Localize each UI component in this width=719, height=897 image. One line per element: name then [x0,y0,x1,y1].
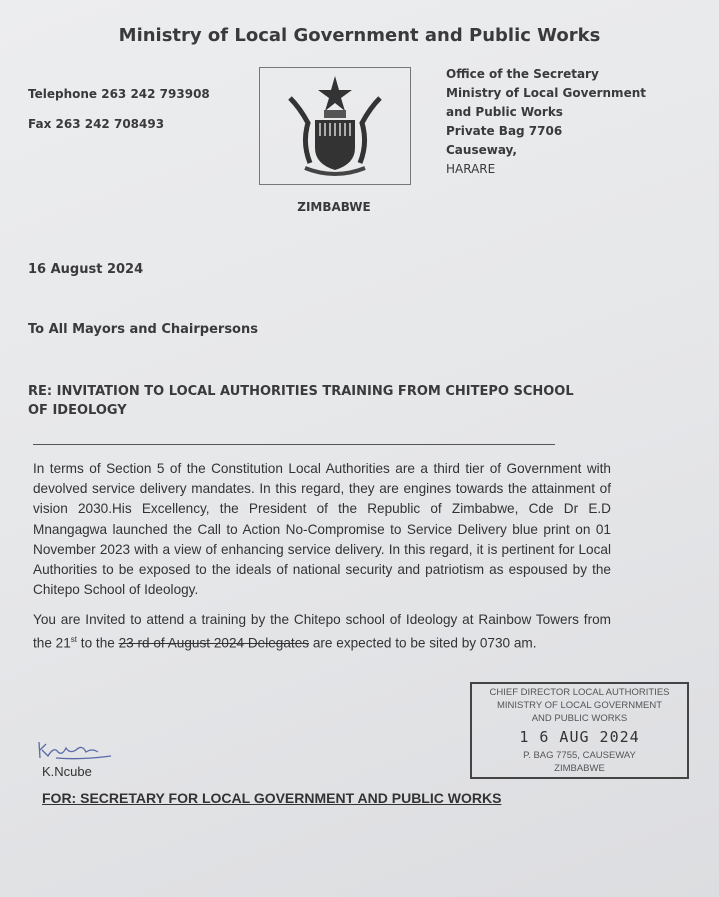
signature-icon [36,738,116,767]
divider [33,444,555,445]
subject-line: RE: INVITATION TO LOCAL AUTHORITIES TRAINING FROM CHITEPO SCHOOL [28,384,574,399]
letter-date: 16 August 2024 [28,262,144,277]
stamp-line: ZIMBABWE [554,763,605,774]
stamp-line: MINISTRY OF LOCAL GOVERNMENT [496,700,663,711]
subject [28,382,574,420]
address-line: Office of the Secretary [446,67,599,81]
stamp-date: 1 6 AUG 2024 [519,728,640,746]
address-line: HARARE [446,162,496,176]
signatory-title: FOR: SECRETARY FOR LOCAL GOVERNMENT AND PUBLIC WORKS [42,790,502,806]
stamp-line: P. BAG 7755, CAUSEWAY [523,750,636,761]
address-line: and Public Works [446,105,563,119]
text: You are Invited to attend a training by the Chitepo school of Ideology at Rainbow Towers from the 21 [33,612,611,651]
ministry-title: Ministry of Local Government and Public Works [118,25,601,46]
stamp-line: AND PUBLIC WORKS [531,713,628,724]
country-label: ZIMBABWE [297,200,371,214]
fax: Fax 263 242 708493 [28,117,165,131]
address-line: Causeway, [446,143,517,157]
recipient: To All Mayors and Chairpersons [28,322,258,337]
subject-line: OF IDEOLOGY [28,403,127,418]
paragraph-2 [33,610,611,654]
official-stamp [470,682,689,779]
stamp-line: CHIEF DIRECTOR LOCAL AUTHORITIES [489,687,670,698]
address-line: Private Bag 7706 [446,124,563,138]
text: to the [77,635,119,651]
signatory-name: K.Ncube [42,764,92,779]
coat-of-arms-icon [259,67,411,185]
struck-text: 23 rd of August 2024 Delegates [118,635,310,651]
sender-address [446,65,646,179]
telephone: Telephone 263 242 793908 [28,87,210,101]
address-line: Ministry of Local Government [446,86,646,100]
paragraph-1: In terms of Section 5 of the Constitution Local Authorities are a third tier of Government with devolved service delivery mandates. In this regard, they are engines towards the attainment of vision 2030.His Excellency, the President of the Republic of Zimbabwe, Cde Dr E.D Mnangagwa launched the Call to Action No-Compromise to Service Delivery blue print on 01 November 2023 with a view of enhancing service delivery. In this regard, it is pertinent for Local Authorities to be exposed to the ideals of national security and patriotism as espoused by the Chitepo School of Ideology. [33,461,611,598]
text: are expected to be sited by 0730 am. [309,635,537,651]
text: st [70,635,78,645]
